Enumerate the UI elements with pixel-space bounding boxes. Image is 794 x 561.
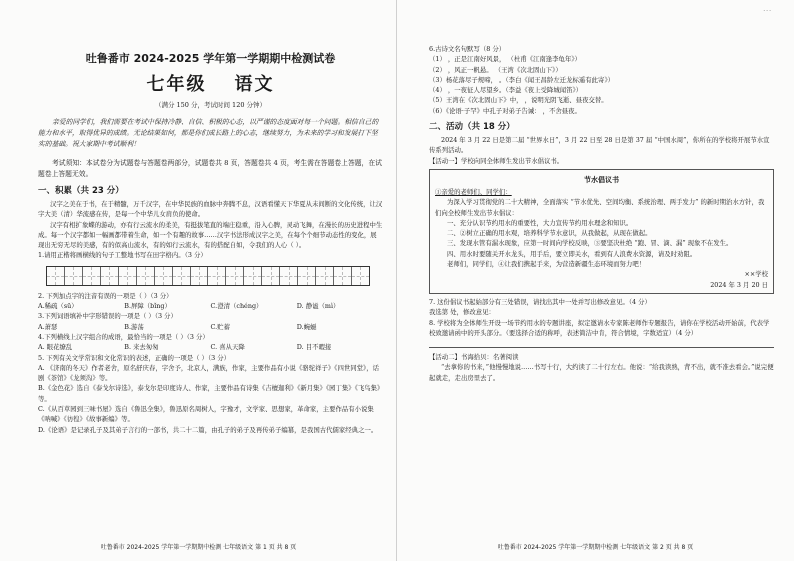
grade-subject	[38, 70, 383, 96]
q2-option-b[interactable]: B.屏障（bǐng）	[124, 302, 171, 311]
question-1: 1.请用正楷将画横线的句子工整地书写在田字格内。（3 分）	[38, 251, 207, 260]
proposal-para-3: 二、②树立正确的用水观，培养科学节水意识，从我做起，从现在做起。	[447, 229, 652, 238]
task-1: 【活动一】学校向同全体师生发出节水倡议书。	[429, 156, 564, 165]
q2-option-a[interactable]: A.稀疏（sū）	[38, 302, 78, 311]
grade: 七年级	[146, 74, 207, 95]
left-footer: 吐鲁番市 2024-2025 学年第一学期期中检测 七年级语文 第 1 页 共 8 页	[100, 544, 297, 551]
right-footer: 吐鲁番市 2024-2025 学年第一学期期中检测 七年级语文 第 2 页 共 8 页	[497, 544, 694, 551]
reading-excerpt: “去拿你的书来，”他慢慢地说……书写十行，大约读了二十行左右。他说：“给我读熟，背不出，就不准去看会。”说完便起就走，走出房里去了。	[429, 363, 774, 382]
q2-option-d[interactable]: D. 静谧（mì）	[296, 302, 340, 311]
question-7-answer: 我选第 处，修改意见：	[429, 308, 495, 317]
question-7: 7. 这份倡议书起始部分有三处错误，请找出其中一处并写出修改意见。（4 分）	[429, 297, 651, 306]
proposal-para-6: 老师们，同学们，④让我们携起手来，为营造新疆生态环境而努力吧！	[447, 260, 646, 269]
q5-option-c[interactable]: C.《从百草园到三味书屋》选自《鲁迅全集》，鲁迅原名周树人，字豫才，文学家、思想家，革命家，主要作品有小说集《呐喊》《彷徨》《故事新编》等。	[38, 405, 374, 424]
q3-option-c[interactable]: C.贮蓄	[210, 322, 230, 331]
exam-notice: 考试须知：本试卷分为试题卷与答题卷两部分，试题卷共 8 页，答题卷共 4 页，考生需在答题卷上答题，在试题卷上答题无效。	[38, 159, 382, 178]
proposal-greeting: ①亲爱的老师们、同学们：	[435, 187, 512, 196]
proposal-para-2: 一、充分认识节约用水的重要性，大力宣传节约用水理念和知识。	[447, 218, 633, 227]
proposal-title: 节水倡议书	[584, 174, 619, 184]
writing-grid[interactable]	[46, 266, 370, 286]
proposal-school: ××学校	[744, 270, 768, 279]
proposal-date: 2024 年 3 月 20 日	[710, 280, 768, 289]
exam-title: 吐鲁番市 2024-2025 学年第一学期期中检测试卷	[85, 52, 336, 65]
passage-1: 汉字之美在于书，在于精髓，万千汉字，在中华民族的血脉中奔腾不息，汉语看懂天下华夏从未间断的文化传统，让汉字大美（清）华流感在传，是每一个中华儿女肩负的使命。	[38, 200, 383, 219]
q5-option-a[interactable]: A. 《济南的冬天》作者老舍，原名舒庆春，字舍予，北京人，满族，作家，主要作品有小说《骆驼祥子》《四世同堂》，话剧《茶馆》《龙须沟》等。	[38, 363, 379, 383]
question-2: 2. 下列加点字的注音有误的一项是（ ）（3 分）	[38, 291, 173, 300]
q6-item-4: （4） ，一夜征人尽望乡。（李益《夜上受降城闻笛》）	[429, 86, 583, 95]
activity-intro: 2024 年 3 月 22 日是第二届 “世界水日”，3 月 22 日至 28 日是第 37 届 “中国水周”，你所在的学校将开展节水宣传系列活动。	[429, 136, 770, 155]
q4-option-d[interactable]: D. 目不暇接	[296, 343, 332, 352]
proposal-box	[429, 169, 774, 294]
subject: 语文	[234, 74, 275, 95]
q5-option-b[interactable]: B.《金色花》选自《泰戈尔诗选》，泰戈尔是印度诗人、作家，主要作品有诗集《吉檀迦利》《新月集》《园丁集》《飞鸟集》等。	[38, 384, 381, 403]
question-2-options	[38, 301, 383, 311]
q4-option-b[interactable]: B. 来去匆匆	[124, 343, 159, 352]
q3-option-d[interactable]: D.蜿蜒	[296, 322, 317, 331]
q5-option-d[interactable]: D.《论语》是记录孔子及其弟子言行的一部书，共二十二篇，由孔子的弟子及再传弟子编纂，是我国古代儒家经典之一。	[38, 425, 378, 434]
score-time: （满分 150 分，考试时间 120 分钟）	[154, 101, 267, 109]
q4-option-c[interactable]: C. 喜从天降	[210, 343, 245, 352]
q3-option-a[interactable]: A.萧瑟	[38, 322, 58, 331]
q6-item-6: （6）《论语·子罕》中孔子对弟子告诫： ，不舍昼夜。	[429, 106, 581, 115]
q4-option-a[interactable]: A. 眼花缭乱	[38, 343, 73, 352]
question-6: 6.古诗文名句默写（8 分）	[429, 45, 506, 53]
passage-2: 汉字有相扩象蝶的游动，亦有行云流水的柔美，有挺拔笔直的端庄稳重，沿入心脾，灵动飞舞，在漫长的历史进程中生成。每一个汉字都如一幅画都带着生命，如一个有趣的故事……汉字书法形成汉字之美，在每个个细节动态性的变化，展现出无穷无尽的美感，有的似高山流水，有的如行云流水，有的搭配自如，令我们的人心（ ）。	[38, 220, 383, 250]
q6-item-5: （5）王湾在《次北固山下》中， ，说明光阴飞逝、昼夜交替。	[429, 96, 608, 105]
question-3: 3.下列词语填补中字形错误的一项是（ ）（3 分）	[38, 312, 177, 321]
proposal-para-5: 四、用水时要随关开水龙头，用手后，要立即关水，看到有人浪费水资源，请及时劝阻。	[447, 249, 697, 258]
q2-option-c[interactable]: C.澄清（chéng）	[210, 302, 263, 311]
proposal-para-4: 三、发现水管有漏水现象，应第一时间向学校反映，③要坚决杜绝 “跑、冒、滴、漏” 现象不在发生。	[447, 239, 733, 248]
question-5: 5. 下列有关文学常识和文化常识的表述，正确的一项是（ ）（3 分）	[38, 353, 230, 362]
task-2: 【活动二】书海拾贝：名著阅读	[429, 353, 519, 362]
corner-mark: ···	[763, 8, 772, 15]
q6-item-2: （2） ，风正一帆悬。 （王湾《次北固山下》）	[429, 65, 562, 74]
intro-paragraph: 亲爱的同学们，我们需要在考试中保持冷静、自信、积极的心态，以严谨的态度面对每一个问题。相信自己的能力和水平，取得优异的成绩。无论结果如何，都是你们成长路上的心志，继续努力，为未来的学习和发展打下坚实的基础。祝大家期中考试顺利！	[38, 118, 379, 148]
question-4-options	[38, 342, 383, 352]
question-3-options	[38, 322, 383, 332]
section-1-title: 一、积累（共 23 分）	[38, 186, 124, 196]
q6-item-1: （1） ，正是江南好风景， （杜甫《江南逢李龟年》）	[429, 55, 581, 64]
right-page	[397, 0, 794, 561]
answer-line[interactable]	[429, 338, 774, 348]
proposal-para-1: 为深入学习贯彻党的二十大精神，全面落实 “节水优先、空间均衡、系统治理、两手发力” 的新时期治水方针，我们向全校师生发出节水倡议：	[435, 198, 765, 217]
section-2-title: 二、活动（共 18 分）	[429, 122, 515, 133]
q6-item-3: （3）杨花落尽子规啼， 。（李白《闻王昌龄左迁龙标遥有此寄》）	[429, 75, 615, 84]
q3-option-b[interactable]: B.游荡	[124, 322, 144, 331]
question-4: 4.下列横线上汉字组合的成语，最恰当的一项是（ ）（3 分）	[38, 332, 209, 341]
question-8: 8. 学校将为全体师生开设一场节约用水的专题讲座，拟定邀请水专家陈老师作专题报告，请你在学校活动开始前，代表学校致邀请函中的开头部分。（要选择合适的称呼，表述简洁中肯，符合情境，字数适宜）（4 分）	[429, 318, 770, 337]
